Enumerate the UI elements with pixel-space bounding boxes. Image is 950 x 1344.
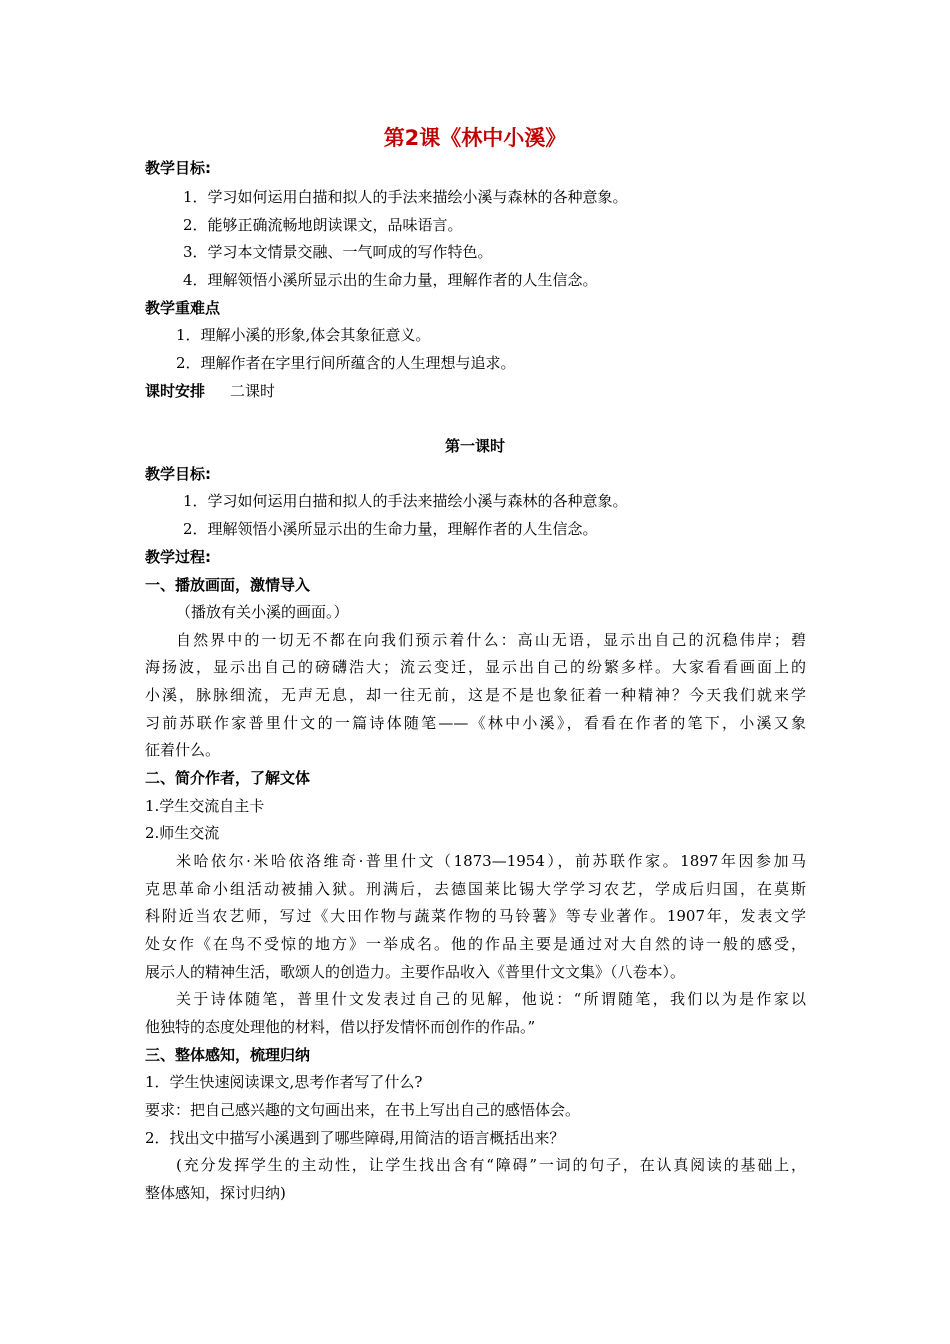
section1-heading: 一、播放画面，激情导入	[145, 576, 311, 594]
paragraph-line: 自然界中的一切无不都在向我们预示着什么：高山无语，显示出自己的沉稳伟岸；碧	[176, 631, 806, 649]
section3-line: 1．学生快速阅读课文,思考作者写了什么?	[145, 1073, 423, 1091]
goal-item: 4．理解领悟小溪所显示出的生命力量，理解作者的人生信念。	[183, 271, 598, 289]
paragraph-line: 克思革命小组活动被捕入狱。刑满后，去德国莱比锡大学学习农艺，学成后归国，在莫斯	[145, 880, 806, 898]
keypoint-item: 2．理解作者在字里行间所蕴含的人生理想与追求。	[176, 354, 516, 372]
process-heading: 教学过程:	[145, 548, 211, 566]
lesson1-goal-item: 2．理解领悟小溪所显示出的生命力量，理解作者的人生信念。	[183, 520, 598, 538]
paragraph-line: 征着什么。	[145, 741, 221, 759]
paragraph-line: 处女作《在鸟不受惊的地方》一举成名。他的作品主要是通过对大自然的诗一般的感受，	[145, 935, 806, 953]
paragraph-line: 科附近当农艺师，写过《大田作物与蔬菜作物的马铃薯》等专业著作。1907年，发表文学	[145, 907, 806, 925]
paragraph-line: 海扬波，显示出自己的磅礴浩大；流云变迁，显示出自己的纷繁多样。大家看看画面上的	[145, 658, 806, 676]
paragraph-line: (充分发挥学生的主动性，让学生找出含有“障碍”一词的句子，在认真阅读的基础上，	[176, 1156, 806, 1174]
lesson1-heading: 第一课时	[444, 437, 505, 455]
section2-item: 2.师生交流	[145, 824, 220, 842]
paragraph-line: 整体感知，探讨归纳)	[145, 1184, 286, 1202]
goal-item: 2．能够正确流畅地朗读课文，品味语言。	[183, 216, 463, 234]
section3-line: 要求：把自己感兴趣的文句画出来，在书上写出自己的感悟体会。	[145, 1101, 581, 1119]
paragraph-line: 小溪，脉脉细流，无声无息，却一往无前，这是不是也象征着一种精神？今天我们就来学	[145, 686, 806, 704]
keypoint-item: 1．理解小溪的形象,体会其象征意义。	[176, 326, 431, 344]
paragraph-line: 习前苏联作家普里什文的一篇诗体随笔——《林中小溪》，看看在作者的笔下，小溪又象	[145, 714, 806, 732]
goals-heading: 教学目标:	[145, 159, 211, 177]
lesson1-goals-heading: 教学目标:	[145, 465, 211, 483]
lesson-title: 第2课《林中小溪》	[383, 126, 567, 150]
goal-item: 3．学习本文情景交融、一气呵成的写作特色。	[183, 243, 493, 261]
section2-item: 1.学生交流自主卡	[145, 797, 265, 815]
section1-note: （播放有关小溪的画面。）	[176, 603, 349, 621]
paragraph-line: 展示人的精神生活，歌颂人的创造力。主要作品收入《普里什文文集》（八卷本）。	[145, 963, 686, 981]
paragraph-line: 关于诗体随笔，普里什文发表过自己的见解，他说：“所谓随笔，我们以为是作家以	[176, 990, 806, 1008]
section3-line: 2．找出文中描写小溪遇到了哪些障碍,用简洁的语言概括出来？	[145, 1129, 565, 1147]
lesson1-goal-item: 1．学习如何运用白描和拟人的手法来描绘小溪与森林的各种意象。	[183, 492, 628, 510]
goal-item: 1．学习如何运用白描和拟人的手法来描绘小溪与森林的各种意象。	[183, 188, 628, 206]
keypoints-heading: 教学重难点	[145, 299, 221, 317]
schedule-value: 二课时	[230, 382, 276, 400]
paragraph-line: 他独特的态度处理他的材料，借以抒发情怀而创作的作品。”	[145, 1018, 536, 1036]
section2-heading: 二、简介作者，了解文体	[145, 769, 311, 787]
schedule-label: 课时安排	[145, 382, 206, 400]
paragraph-line: 米哈依尔·米哈依洛维奇·普里什文（1873—1954），前苏联作家。1897年因参加马	[176, 852, 806, 870]
section3-heading: 三、整体感知，梳理归纳	[145, 1046, 311, 1064]
